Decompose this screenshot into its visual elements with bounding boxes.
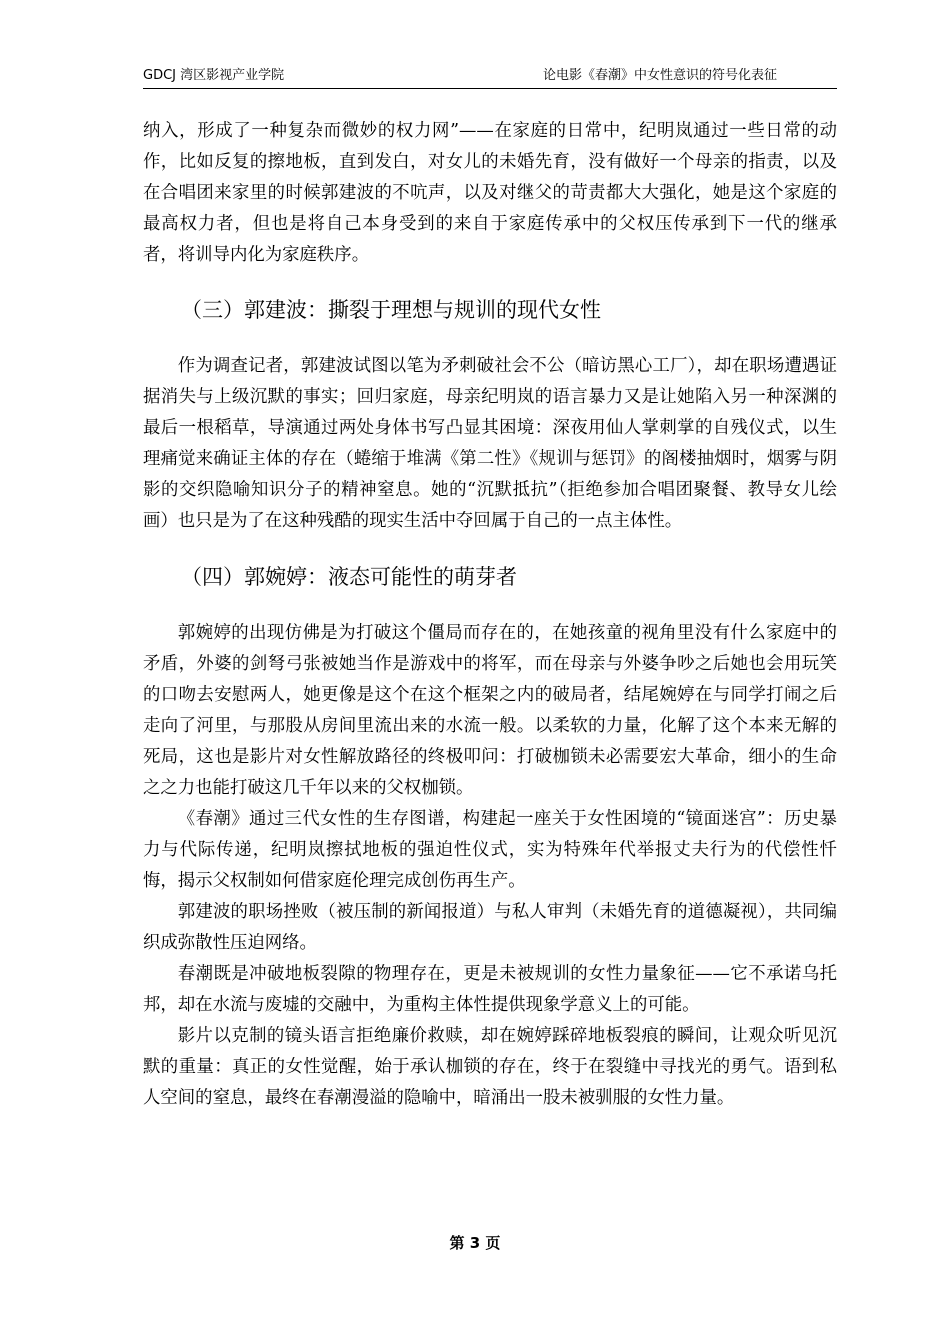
section-heading-3: （三）郭建波：撕裂于理想与规训的现代女性 — [181, 298, 601, 322]
paragraph-section4-5: 影片以克制的镜头语言拒绝廉价救赎，却在婉婷踩碎地板裂痕的瞬间，让观众听见沉默的重量：真正的女性觉醒，始于承认枷锁的存在，终于在裂缝中寻找光的勇气。语到私人空间的窒息，最终在春潮漫溢的隐喻中，暗涌出一股未被驯服的女性力量。 — [143, 1026, 837, 1108]
page-body — [143, 116, 837, 1114]
header-institution: GDCJ 湾区影视产业学院 — [143, 68, 285, 83]
paragraph-section4-3: 郭建波的职场挫败（被压制的新闻报道）与私人审判（未婚先育的道德凝视），共同编织成弥散性压迫网络。 — [143, 902, 837, 953]
header-paper-title: 论电影《春潮》中女性意识的符号化表征 — [542, 68, 777, 83]
paragraph-section4-4: 春潮既是冲破地板裂隙的物理存在，更是未被规训的女性力量象征——它不承诺乌托邦，却在水流与废墟的交融中，为重构主体性提供现象学意义上的可能。 — [143, 964, 837, 1015]
section-heading-4: （四）郭婉婷：液态可能性的萌芽者 — [181, 565, 517, 589]
page-number: 第 3 页 — [449, 1234, 501, 1252]
paragraph-continued: 纳入，形成了一种复杂而微妙的权力网”——在家庭的日常中，纪明岚通过一些日常的动作，比如反复的擦地板，直到发白，对女儿的未婚先育，没有做好一个母亲的指责，以及在合唱团来家里的时候郭建波的不吭声，以及对继父的苛责都大大强化，她是这个家庭的最高权力者，但也是将自己本身受到的来自于家庭传承中的父权压传承到下一代的继承者，将训导内化为家庭秩序。 — [143, 121, 837, 265]
paragraph-section4-2: 《春潮》通过三代女性的生存图谱，构建起一座关于女性困境的“镜面迷宫”：历史暴力与代际传递，纪明岚擦拭地板的强迫性仪式，实为特殊年代举报丈夫行为的代偿性忏悔，揭示父权制如何借家庭伦理完成创伤再生产。 — [143, 809, 837, 891]
paragraph-section4-1: 郭婉婷的出现仿佛是为打破这个僵局而存在的，在她孩童的视角里没有什么家庭中的矛盾，外婆的剑弩弓张被她当作是游戏中的将军，而在母亲与外婆争吵之后她也会用玩笑的口吻去安慰两人，她更像是这个在这个框架之内的破局者，结尾婉婷在与同学打闹之后走向了河里，与那股从房间里流出来的水流一般。以柔软的力量，化解了这个本来无解的死局，这也是影片对女性解放路径的终极叩问：打破枷锁未必需要宏大革命，细小的生命之之力也能打破这几千年以来的父权枷锁。 — [143, 623, 837, 798]
paragraph-section3: 作为调查记者，郭建波试图以笔为矛刺破社会不公（暗访黑心工厂），却在职场遭遇证据消失与上级沉默的事实；回归家庭，母亲纪明岚的语言暴力又是让她陷入另一种深渊的最后一根稻草，导演通过两处身体书写凸显其困境：深夜用仙人掌刺掌的自残仪式，以生理痛觉来确证主体的存在（蜷缩于堆满《第二性》《规训与惩罚》的阁楼抽烟时，烟雾与阴影的交织隐喻知识分子的精神窒息。她的“沉默抵抗”（拒绝参加合唱团聚餐、教导女儿绘画）也只是为了在这种残酷的现实生活中夺回属于自己的一点主体性。 — [143, 356, 837, 531]
page-header — [143, 68, 837, 89]
